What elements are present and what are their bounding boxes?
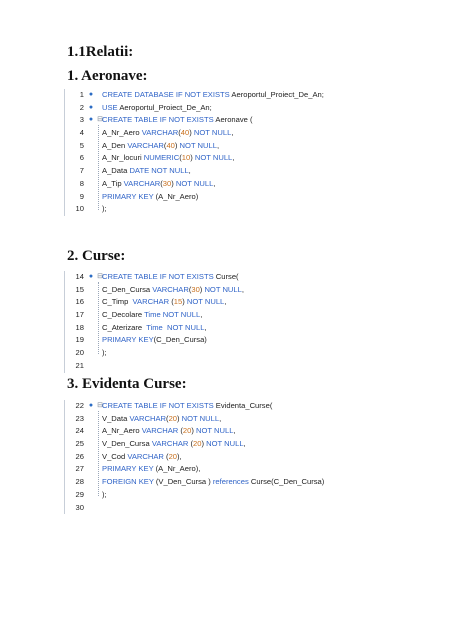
code-text (102, 89, 324, 102)
sql-keyword: VARCHAR (132, 297, 170, 307)
sql-keyword: PRIMARY KEY (102, 191, 154, 201)
sql-text: ); (102, 348, 107, 358)
sql-text: ) (174, 140, 180, 150)
line-number: 21 (75, 360, 84, 370)
sql-text: , (219, 413, 222, 423)
code-line (66, 127, 346, 140)
line-number: 26 (75, 451, 84, 461)
sql-keyword: VARCHAR (129, 413, 167, 423)
code-line (66, 413, 366, 426)
code-text (102, 191, 198, 204)
code-block-curse (66, 271, 296, 373)
code-block-aeronave (66, 89, 346, 216)
sql-text: ( (188, 439, 194, 449)
code-line (66, 451, 366, 464)
sql-text: ( (169, 297, 174, 307)
fold-guide-line (98, 411, 99, 496)
sql-keyword: NOT NULL (206, 439, 244, 449)
sql-text: ) (177, 413, 182, 423)
code-line (66, 271, 296, 284)
sql-text: V_Data (102, 413, 130, 423)
sql-keyword: DATE NOT NULL (129, 166, 189, 176)
code-text (102, 347, 107, 360)
page-title: 1.1Relatii: (67, 44, 134, 60)
code-text (102, 203, 107, 216)
sql-text: V_Cod (102, 451, 128, 461)
sql-text: ( (188, 284, 192, 294)
code-text (102, 271, 239, 284)
sql-keyword: Time NOT NULL (144, 310, 201, 320)
section-heading-curse: 2. Curse: (67, 248, 126, 264)
line-number: 3 (79, 115, 84, 125)
sql-text: Aeronave ( (213, 115, 253, 125)
sql-text: ) (182, 297, 187, 307)
sql-keyword: VARCHAR (152, 284, 189, 294)
fold-toggle-icon[interactable]: ⊟ (97, 273, 103, 280)
code-line (66, 203, 346, 216)
sql-keyword: CREATE DATABASE IF NOT EXISTS (102, 90, 230, 99)
sql-text: ( (178, 128, 181, 138)
breakpoint-dot-icon[interactable]: ● (88, 116, 94, 124)
sql-number: 20 (193, 439, 202, 449)
sql-number: 10 (181, 153, 191, 163)
code-line (66, 284, 296, 297)
code-line (66, 114, 346, 127)
line-number: 28 (75, 477, 84, 487)
sql-number: 20 (168, 413, 178, 423)
sql-text: ) (199, 284, 205, 294)
line-number: 22 (75, 401, 84, 410)
sql-text: , (231, 128, 234, 138)
code-line (66, 140, 346, 153)
sql-text: , (204, 322, 207, 332)
line-number: 30 (75, 502, 84, 512)
sql-text: ) (189, 128, 194, 138)
code-line (66, 322, 296, 335)
line-number: 17 (75, 310, 84, 320)
line-number: 23 (75, 413, 84, 423)
sql-number: 40 (166, 140, 175, 150)
line-number: 1 (79, 90, 84, 99)
code-text (102, 438, 246, 451)
sql-text: A_Den (102, 140, 128, 150)
code-text (102, 309, 202, 322)
line-number: 24 (75, 426, 84, 436)
code-line (66, 463, 366, 476)
line-number: 29 (75, 489, 84, 499)
sql-text: (V_Den_Cursa ) (153, 477, 213, 487)
editor-left-edge (64, 89, 65, 216)
sql-keyword: VARCHAR (127, 451, 164, 461)
sql-text: A_Nr_Aero (102, 426, 142, 436)
code-line (66, 89, 346, 102)
sql-text: ( (166, 413, 169, 423)
code-text (102, 400, 272, 413)
code-line (66, 425, 366, 438)
section-heading-evidenta-curse: 3. Evidenta Curse: (67, 376, 187, 392)
sql-text: Curse(C_Den_Cursa) (248, 477, 325, 487)
sql-text: Curse( (213, 272, 239, 281)
breakpoint-dot-icon[interactable]: ● (88, 273, 94, 280)
sql-keyword: PRIMARY KEY (102, 464, 154, 474)
fold-guide-line (98, 125, 99, 210)
sql-text: A_Nr_Aero (102, 128, 142, 138)
code-text (102, 463, 200, 476)
line-number: 2 (79, 102, 84, 112)
sql-text: ); (102, 489, 107, 499)
sql-keyword: VARCHAR (151, 439, 189, 449)
sql-keyword: FOREIGN KEY (102, 477, 154, 487)
sql-keyword: VARCHAR (127, 140, 164, 150)
editor-left-edge (64, 271, 65, 373)
sql-keyword: NOT NULL (204, 284, 242, 294)
sql-text: , (232, 153, 235, 163)
line-number: 25 (75, 439, 84, 449)
sql-text: ) (171, 178, 176, 188)
line-number: 9 (79, 191, 84, 201)
line-number: 27 (75, 464, 84, 474)
code-text (102, 127, 233, 140)
sql-keyword: VARCHAR (141, 426, 179, 436)
sql-text: A_Tip (102, 178, 124, 188)
code-line (66, 400, 366, 413)
breakpoint-dot-icon[interactable]: ● (88, 402, 94, 409)
code-text (102, 152, 234, 165)
line-number: 16 (75, 297, 84, 307)
sql-keyword: USE (102, 102, 118, 112)
fold-toggle-icon[interactable]: ⊟ (97, 116, 103, 124)
sql-keyword: CREATE TABLE IF NOT EXISTS (102, 115, 214, 125)
sql-text: C_Timp (102, 297, 133, 307)
code-line (66, 152, 346, 165)
code-line (66, 191, 346, 204)
sql-text: ) (191, 426, 196, 436)
code-text (102, 489, 107, 502)
sql-text: Aeroportul_Proiect_De_An; (117, 102, 212, 112)
code-text (102, 334, 207, 347)
sql-text: ), (177, 451, 182, 461)
sql-text: , (233, 426, 236, 436)
sql-text: (C_Den_Cursa) (153, 335, 207, 345)
line-number: 14 (75, 272, 84, 281)
code-text (102, 451, 182, 464)
sql-number: 30 (191, 284, 200, 294)
sql-text: ( (163, 140, 167, 150)
sql-text: ( (160, 178, 163, 188)
breakpoint-dot-icon[interactable]: ● (88, 91, 94, 98)
sql-text: ); (102, 204, 107, 214)
sql-text: , (224, 297, 227, 307)
sql-keyword: VARCHAR (141, 128, 179, 138)
sql-text: , (188, 166, 191, 176)
code-text (102, 165, 191, 178)
sql-text: C_Decolare (102, 310, 145, 320)
code-text (102, 413, 221, 426)
code-line (66, 296, 296, 309)
sql-keyword: PRIMARY KEY (102, 335, 154, 345)
code-text (102, 178, 215, 191)
sql-text: , (241, 284, 244, 294)
sql-keyword: NOT NULL (175, 178, 214, 188)
code-line (66, 102, 346, 115)
sql-keyword: NOT NULL (186, 297, 225, 307)
code-text (102, 140, 219, 153)
sql-number: 20 (182, 426, 192, 436)
sql-text: C_Aterizare (102, 322, 147, 332)
code-line (66, 438, 366, 451)
section-heading-aeronave: 1. Aeronave: (67, 68, 148, 84)
code-line (66, 502, 366, 515)
sql-text: A_Nr_locuri (102, 153, 144, 163)
line-number: 7 (79, 166, 84, 176)
line-number: 18 (75, 322, 84, 332)
sql-text: Evidenta_Curse( (213, 401, 273, 410)
sql-text: V_Den_Cursa (102, 439, 152, 449)
code-line (66, 165, 346, 178)
code-text (102, 476, 324, 489)
sql-text: (A_Nr_Aero) (153, 191, 199, 201)
line-number: 15 (75, 284, 84, 294)
code-text (102, 296, 226, 309)
code-line (66, 476, 366, 489)
sql-text: C_Den_Cursa (102, 284, 153, 294)
breakpoint-dot-icon[interactable]: ● (88, 103, 94, 111)
sql-text: Aeroportul_Proiect_De_An; (229, 90, 324, 99)
code-text (102, 102, 212, 115)
sql-keyword: Time NOT NULL (146, 322, 205, 332)
sql-keyword: NOT NULL (179, 140, 217, 150)
sql-keyword: references (212, 477, 249, 487)
sql-text: (A_Nr_Aero), (153, 464, 201, 474)
sql-keyword: NUMERIC (143, 153, 180, 163)
code-line (66, 334, 296, 347)
sql-keyword: CREATE TABLE IF NOT EXISTS (102, 401, 214, 410)
sql-text: ) (201, 439, 207, 449)
editor-left-edge (64, 400, 65, 514)
code-line (66, 347, 296, 360)
code-text (102, 114, 253, 127)
sql-text: ( (179, 153, 182, 163)
sql-keyword: VARCHAR (123, 178, 161, 188)
code-line (66, 178, 346, 191)
code-text (102, 425, 236, 438)
sql-text: , (216, 140, 220, 150)
sql-text: ( (178, 426, 183, 436)
sql-text: , (213, 178, 216, 188)
sql-text: ( (163, 451, 169, 461)
code-line (66, 309, 296, 322)
line-number: 20 (75, 348, 84, 358)
sql-number: 20 (168, 451, 178, 461)
sql-keyword: CREATE TABLE IF NOT EXISTS (102, 272, 214, 281)
sql-keyword: NOT NULL (181, 413, 220, 423)
sql-text: ) (190, 153, 195, 163)
line-number: 10 (75, 204, 84, 214)
line-number: 8 (79, 178, 84, 188)
code-line (66, 360, 296, 373)
line-number: 5 (79, 140, 84, 150)
line-number: 4 (79, 128, 84, 138)
code-line (66, 489, 366, 502)
line-number: 19 (75, 335, 84, 345)
fold-toggle-icon[interactable]: ⊟ (97, 402, 103, 409)
sql-text: , (200, 310, 203, 320)
sql-keyword: NOT NULL (193, 128, 232, 138)
sql-text: , (243, 439, 246, 449)
sql-number: 40 (180, 128, 190, 138)
code-text (102, 284, 244, 297)
sql-keyword: NOT NULL (194, 153, 233, 163)
code-text (102, 322, 207, 335)
code-block-evidenta-curse (66, 400, 366, 514)
sql-keyword: NOT NULL (196, 426, 234, 436)
sql-text: A_Data (102, 166, 130, 176)
sql-number: 30 (162, 178, 172, 188)
sql-number: 15 (173, 297, 183, 307)
line-number: 6 (79, 153, 84, 163)
fold-guide-line (98, 282, 99, 354)
